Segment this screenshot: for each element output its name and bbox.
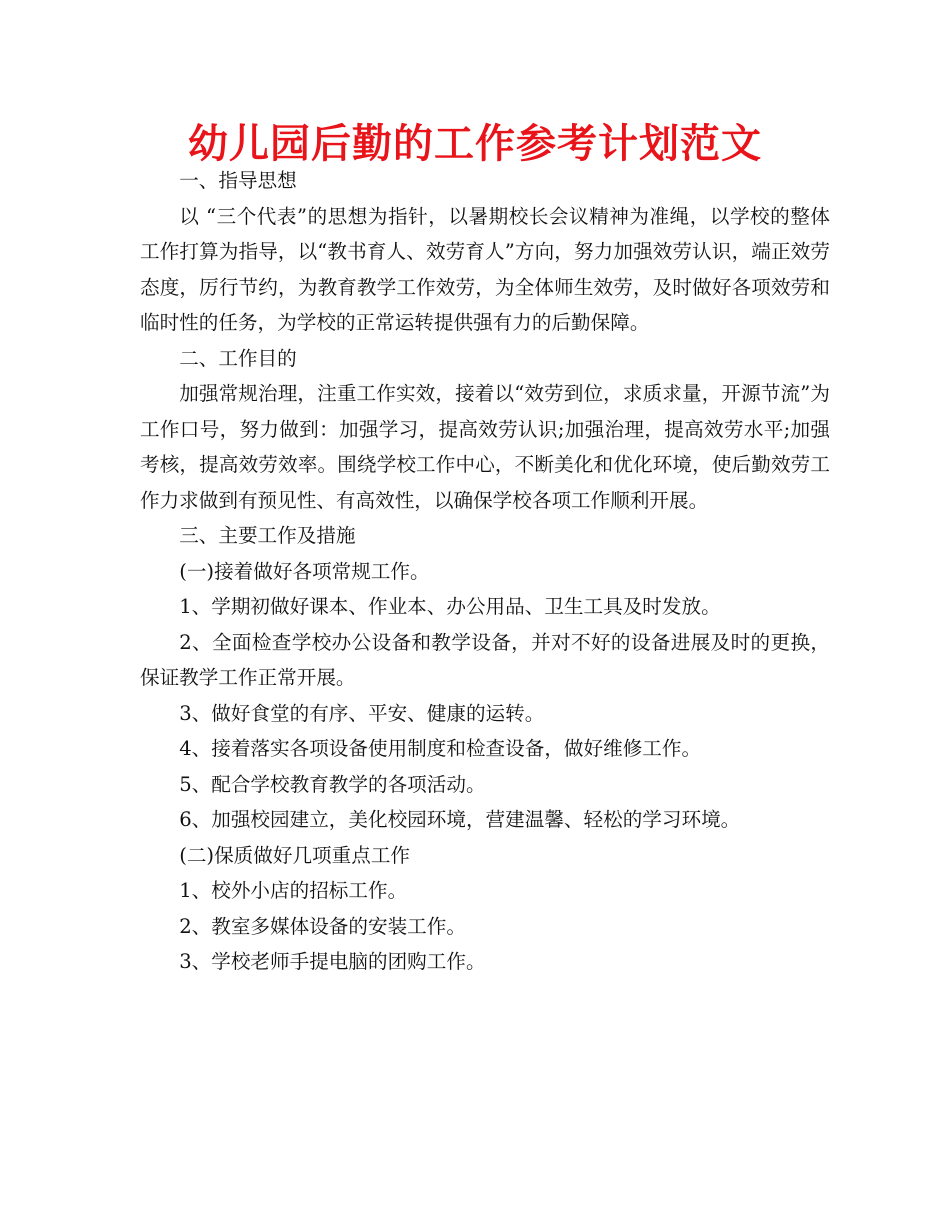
- subheading-routine-work: (一)接着做好各项常规工作。: [179, 559, 430, 583]
- list-item: 2、全面检查学校办公设备和教学设备，并对不好的设备进展及时的更换，保证教学工作正常开展。: [140, 630, 830, 689]
- list-item: 1、校外小店的招标工作。: [179, 879, 408, 902]
- document-title: 幼儿园后勤的工作参考计划范文: [188, 121, 762, 167]
- list-item: 3、做好食堂的有序、平安、健康的运转。: [179, 701, 545, 725]
- paragraph-work-goals: 加强常规治理，注重工作实效，接着以“效劳到位，求质求量，开源节流”为工作口号，努力做到：加强学习，提高效劳认识;加强治理，提高效劳水平;加强考核，提高效劳效率。围绕学校工作中心，不断美化和优化环境，使后勤效劳工作力求做到有预见性、有高效性，以确保学校各项工作顺利开展。: [140, 382, 830, 512]
- heading-main-work-measures: 三、主要工作及措施: [179, 524, 356, 547]
- list-item: 6、加强校园建立，美化校园环境，营建温馨、轻松的学习环境。: [179, 808, 741, 831]
- paragraph-guiding-ideology: 以 “三个代表”的思想为指针，以暑期校长会议精神为准绳，以学校的整体工作打算为指导，以“教书育人、效劳育人”方向，努力加强效劳认识，端正效劳态度，厉行节约，为教育教学工作效劳，为全体师生效劳，及时做好各项效劳和临时性的任务，为学校的正常运转提供强有力的后勤保障。: [140, 204, 830, 334]
- heading-guiding-ideology: 一、指导思想: [179, 169, 297, 192]
- list-item: 2、教室多媒体设备的安装工作。: [179, 914, 466, 938]
- list-item: 3、学校老师手提电脑的团购工作。: [179, 950, 486, 973]
- list-item: 1、学期初做好课本、作业本、办公用品、卫生工具及时发放。: [179, 595, 721, 618]
- list-item: 4、接着落实各项设备使用制度和检查设备，做好维修工作。: [179, 737, 702, 760]
- subheading-key-work: (二)保质做好几项重点工作: [179, 843, 411, 867]
- heading-work-goals: 二、工作目的: [179, 346, 297, 370]
- document-body: [140, 163, 830, 980]
- list-item: 5、配合学校教育教学的各项活动。: [179, 772, 486, 796]
